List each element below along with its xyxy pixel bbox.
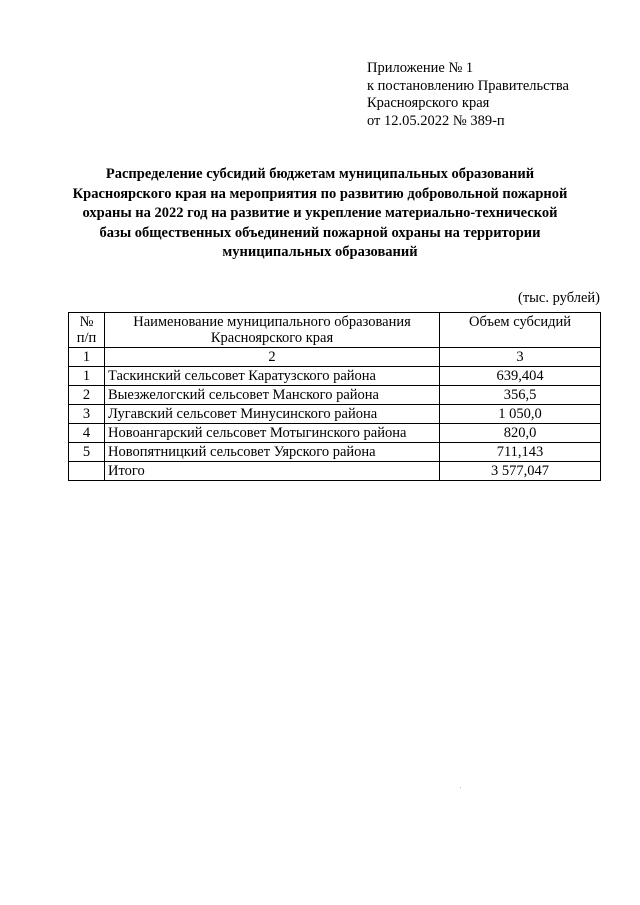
row-num-cell: 2 [69,386,105,405]
row-num-cell: 1 [69,367,105,386]
row-name-cell: Новоангарский сельсовет Мотыгинского района [105,424,440,443]
column-number-cell: 2 [105,348,440,367]
title-line: базы общественных объединений пожарной охраны на территории [99,224,541,241]
title-line: муниципальных образований [222,244,418,260]
title-line: охраны на 2022 год на развитие и укрепление материально-технической [82,205,558,221]
header-amount-cell: Объем субсидий [440,313,601,348]
row-num-cell: 4 [69,424,105,443]
row-name-cell: Лугавский сельсовет Минусинского района [105,405,440,424]
units-label: (тыс. рублей) [518,290,600,306]
table-row [69,367,601,386]
header-name-line: Красноярского края [210,330,334,346]
table-row [69,405,601,424]
row-amount-cell: 639,404 [440,367,601,386]
total-amount-cell: 3 577,047 [440,462,601,481]
table-row [69,443,601,462]
header-num-line: № [79,314,94,330]
table-total-row [69,462,601,481]
row-amount-cell: 356,5 [440,386,601,405]
appendix-line: Красноярского края [367,95,490,111]
header-name-line: Наименование муниципального образования [133,314,411,330]
header-name-cell [105,313,440,348]
subsidy-table [68,312,601,481]
table-row [69,424,601,443]
header-num-line: п/п [76,330,97,346]
appendix-reference [367,60,569,130]
document-title [40,165,600,263]
column-number-cell: 1 [69,348,105,367]
appendix-line: к постановлению Правительства [367,77,569,94]
column-number-cell: 3 [440,348,601,367]
table-row [69,386,601,405]
row-num-cell: 3 [69,405,105,424]
column-number-row [69,348,601,367]
row-amount-cell: 1 050,0 [440,405,601,424]
appendix-line: Приложение № 1 [367,60,474,76]
row-name-cell: Таскинский сельсовет Каратузского района [105,367,440,386]
row-name-cell: Новопятницкий сельсовет Уярского района [105,443,440,462]
title-line: Распределение субсидий бюджетам муниципальных образований [105,166,535,182]
row-num-cell: 5 [69,443,105,462]
row-name-cell: Выезжелогский сельсовет Манского района [105,386,440,405]
total-num-cell [69,462,105,481]
scan-speck [460,787,461,788]
row-amount-cell: 711,143 [440,443,601,462]
appendix-line: от 12.05.2022 № 389-п [367,112,505,129]
total-label-cell: Итого [105,462,440,481]
title-line: Красноярского края на мероприятия по развитию добровольной пожарной [72,185,568,202]
row-amount-cell: 820,0 [440,424,601,443]
table-header-row [69,313,601,348]
header-num-cell [69,313,105,348]
